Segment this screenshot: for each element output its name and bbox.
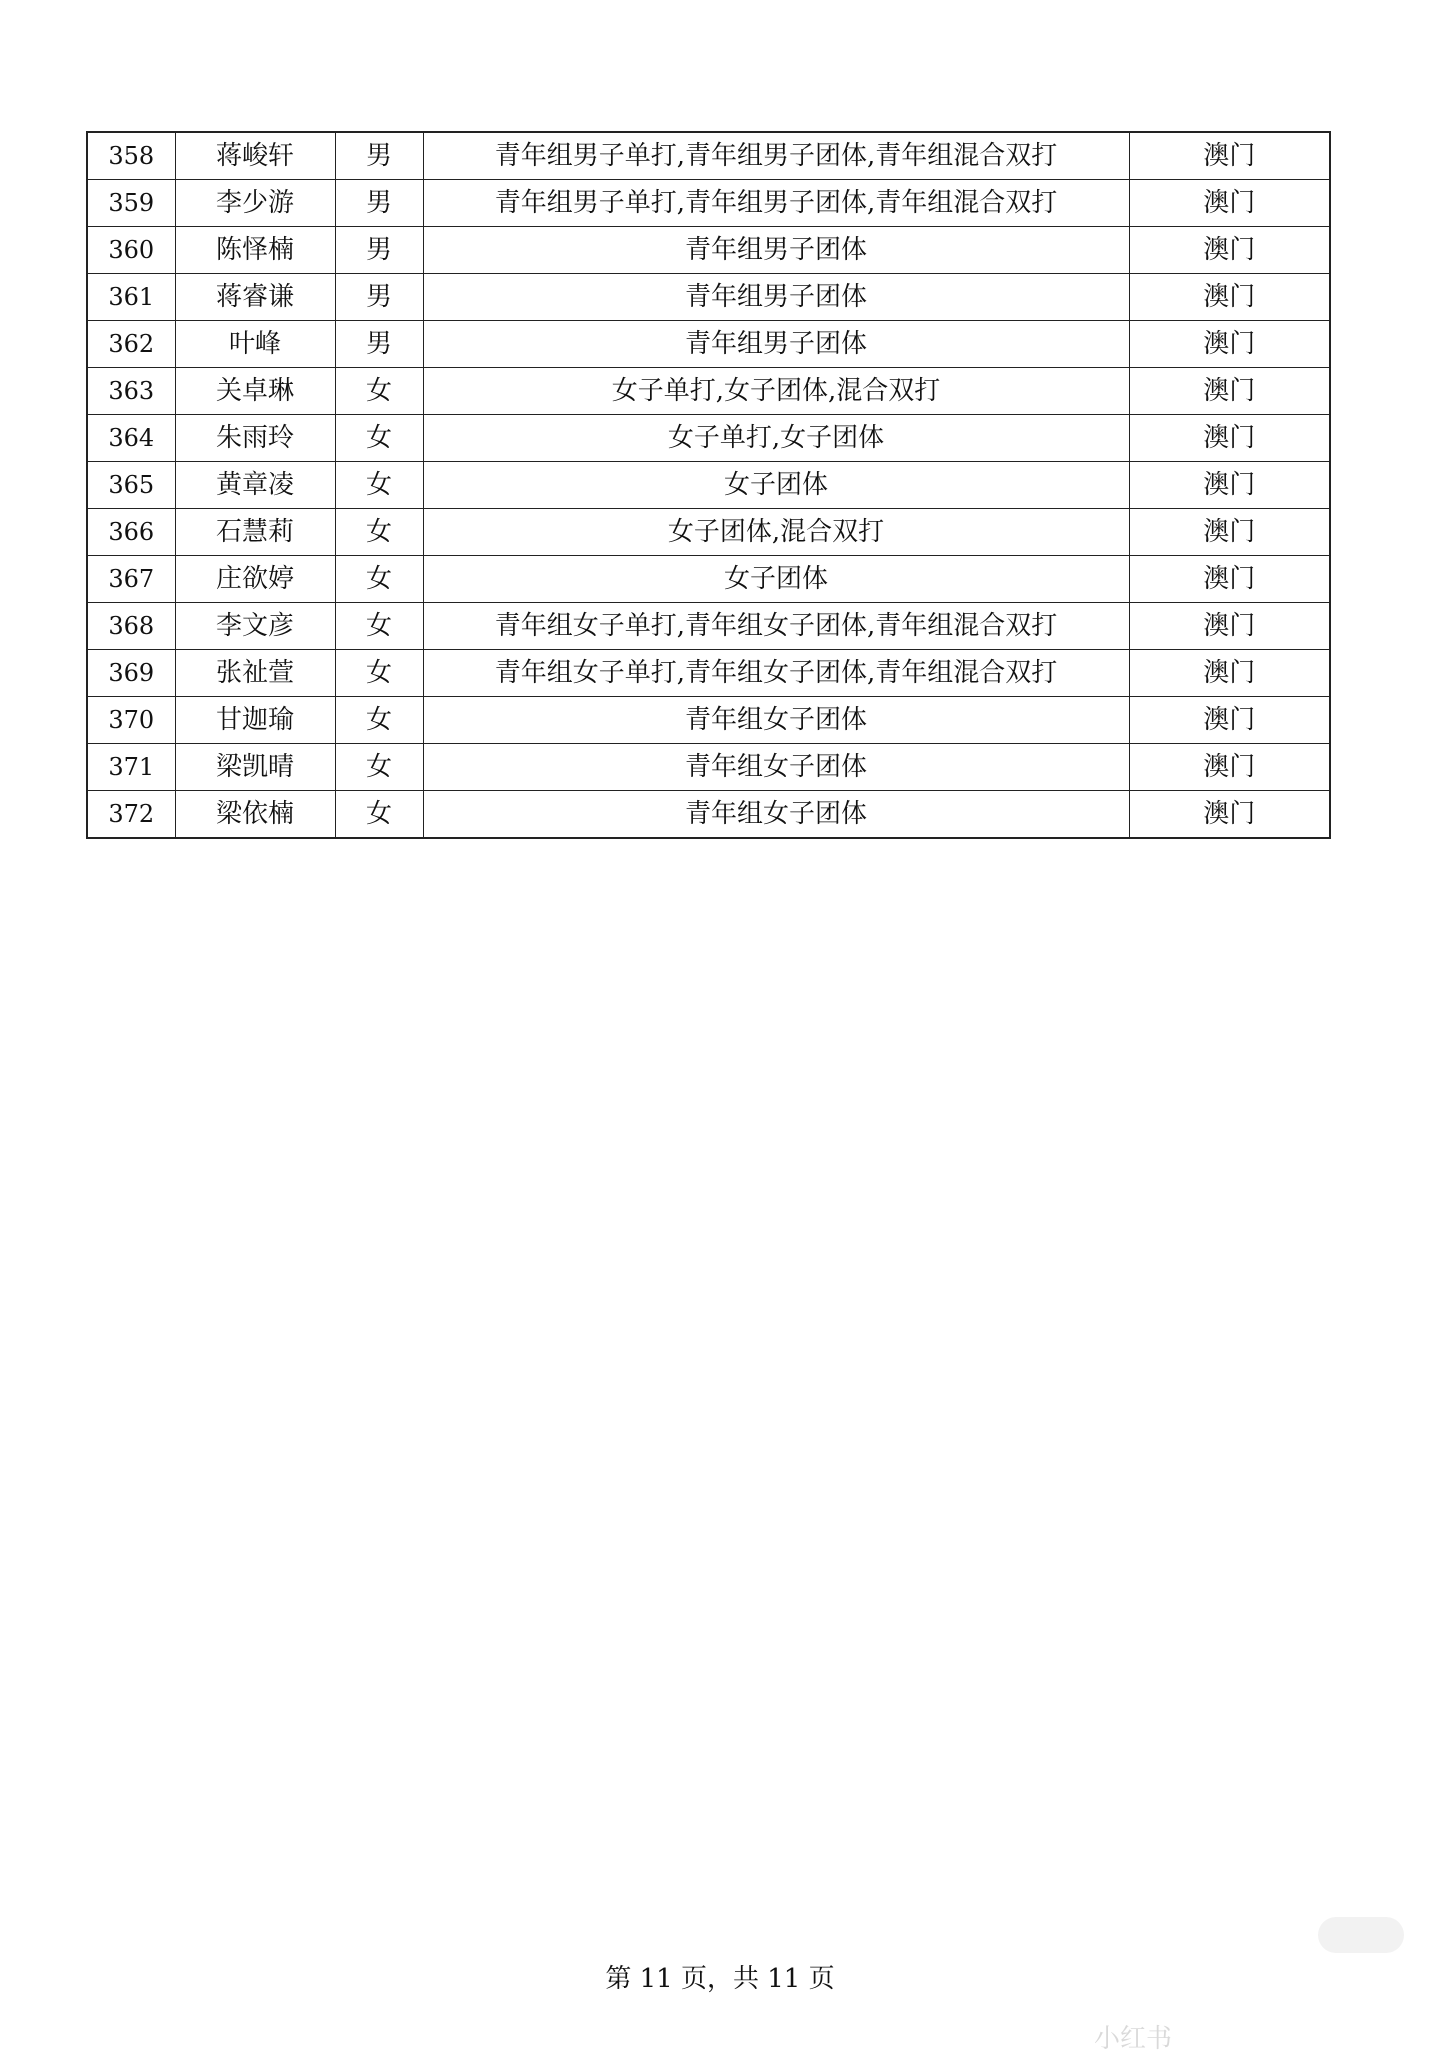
region-cell: 澳门 [1129,462,1330,509]
table-row [87,180,1330,227]
events-cell: 青年组男子团体 [423,321,1129,368]
athlete-name-cell: 黄章凌 [175,462,335,509]
athlete-name-cell: 庄欲婷 [175,556,335,603]
athlete-name-cell: 蒋峻轩 [175,132,335,180]
gender-cell: 女 [335,556,423,603]
row-number-cell: 360 [87,227,175,274]
table-row [87,321,1330,368]
events-cell: 女子团体 [423,556,1129,603]
row-number-cell: 364 [87,415,175,462]
table-row [87,697,1330,744]
table-row [87,132,1330,180]
row-number-cell: 367 [87,556,175,603]
events-cell: 青年组女子团体 [423,697,1129,744]
events-cell: 青年组女子团体 [423,744,1129,791]
gender-cell: 女 [335,462,423,509]
events-cell: 青年组男子单打,青年组男子团体,青年组混合双打 [423,180,1129,227]
events-cell: 青年组男子团体 [423,274,1129,321]
region-cell: 澳门 [1129,509,1330,556]
athlete-name-cell: 蒋睿谦 [175,274,335,321]
roster-table [86,131,1331,839]
row-number-cell: 370 [87,697,175,744]
row-number-cell: 358 [87,132,175,180]
region-cell: 澳门 [1129,368,1330,415]
gender-cell: 女 [335,791,423,839]
table-row [87,274,1330,321]
table-row [87,462,1330,509]
events-cell: 青年组男子团体 [423,227,1129,274]
row-number-cell: 371 [87,744,175,791]
events-cell: 青年组男子单打,青年组男子团体,青年组混合双打 [423,132,1129,180]
row-number-cell: 359 [87,180,175,227]
page-footer: 第 11 页，共 11 页 [605,1964,835,1994]
region-cell: 澳门 [1129,650,1330,697]
athlete-name-cell: 陈怿楠 [175,227,335,274]
region-cell: 澳门 [1129,697,1330,744]
row-number-cell: 366 [87,509,175,556]
region-cell: 澳门 [1129,415,1330,462]
athlete-name-cell: 梁依楠 [175,791,335,839]
gender-cell: 女 [335,744,423,791]
athlete-name-cell: 石慧莉 [175,509,335,556]
table-row [87,415,1330,462]
table-row [87,509,1330,556]
events-cell: 青年组女子单打,青年组女子团体,青年组混合双打 [423,650,1129,697]
region-cell: 澳门 [1129,791,1330,839]
athlete-name-cell: 甘迦瑜 [175,697,335,744]
region-cell: 澳门 [1129,132,1330,180]
events-cell: 女子团体 [423,462,1129,509]
region-cell: 澳门 [1129,744,1330,791]
region-cell: 澳门 [1129,227,1330,274]
athlete-name-cell: 关卓琳 [175,368,335,415]
region-cell: 澳门 [1129,556,1330,603]
watermark-badge [1318,1917,1404,1953]
gender-cell: 男 [335,132,423,180]
gender-cell: 男 [335,321,423,368]
table-row [87,227,1330,274]
gender-cell: 女 [335,509,423,556]
row-number-cell: 365 [87,462,175,509]
region-cell: 澳门 [1129,274,1330,321]
row-number-cell: 362 [87,321,175,368]
gender-cell: 男 [335,274,423,321]
row-number-cell: 369 [87,650,175,697]
gender-cell: 女 [335,415,423,462]
region-cell: 澳门 [1129,321,1330,368]
athlete-name-cell: 李少游 [175,180,335,227]
row-number-cell: 363 [87,368,175,415]
gender-cell: 男 [335,227,423,274]
table-row [87,368,1330,415]
table-row [87,791,1330,839]
roster-table-body [87,132,1330,838]
gender-cell: 女 [335,697,423,744]
table-row [87,650,1330,697]
events-cell: 青年组女子团体 [423,791,1129,839]
row-number-cell: 372 [87,791,175,839]
events-cell: 青年组女子单打,青年组女子团体,青年组混合双打 [423,603,1129,650]
region-cell: 澳门 [1129,603,1330,650]
events-cell: 女子单打,女子团体 [423,415,1129,462]
region-cell: 澳门 [1129,180,1330,227]
row-number-cell: 368 [87,603,175,650]
gender-cell: 女 [335,368,423,415]
table-row [87,556,1330,603]
athlete-name-cell: 张祉萱 [175,650,335,697]
table-row [87,603,1330,650]
athlete-name-cell: 李文彦 [175,603,335,650]
row-number-cell: 361 [87,274,175,321]
athlete-name-cell: 叶峰 [175,321,335,368]
table-row [87,744,1330,791]
watermark-text: 小红书 [1094,2024,1173,2054]
events-cell: 女子单打,女子团体,混合双打 [423,368,1129,415]
athlete-name-cell: 梁凯晴 [175,744,335,791]
gender-cell: 女 [335,603,423,650]
athlete-name-cell: 朱雨玲 [175,415,335,462]
gender-cell: 男 [335,180,423,227]
gender-cell: 女 [335,650,423,697]
events-cell: 女子团体,混合双打 [423,509,1129,556]
